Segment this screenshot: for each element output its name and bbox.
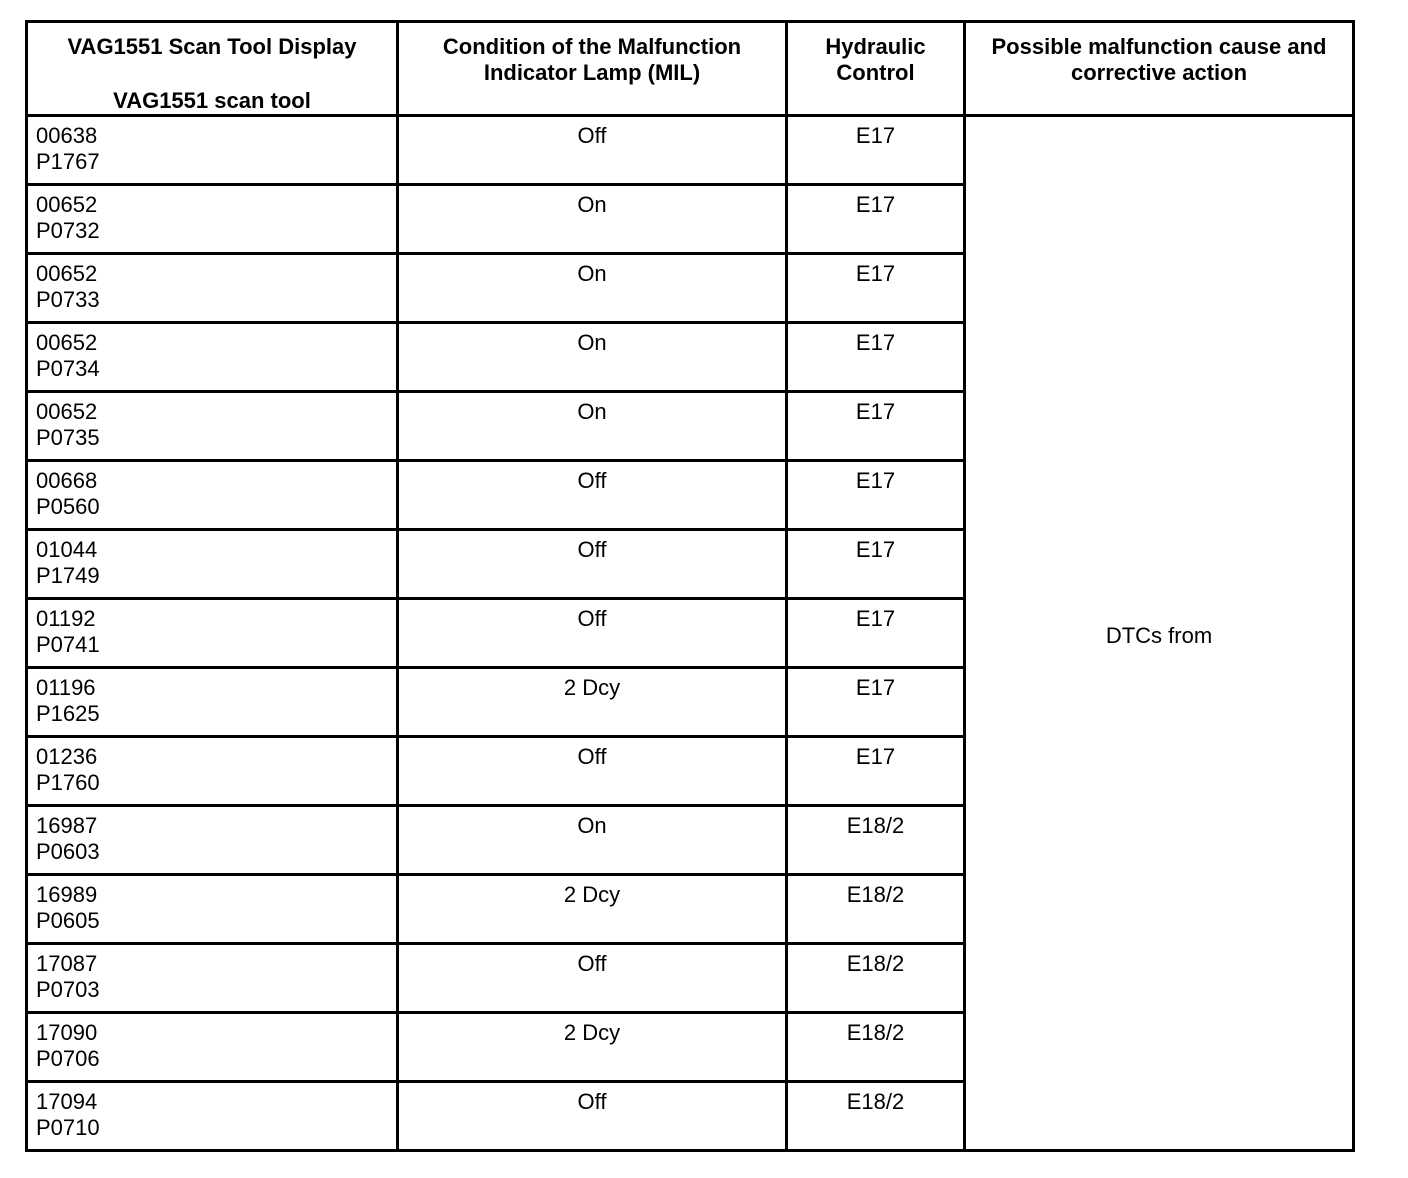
dtc-code-cell: [27, 944, 398, 1013]
header-mil-line1: Condition of the Malfunction: [442, 34, 742, 59]
obd-code: P0706: [36, 1046, 100, 1071]
hydraulic-control-cell: E18/2: [787, 1082, 965, 1151]
mil-condition-cell: Off: [398, 1082, 787, 1151]
header-row: [27, 22, 1354, 116]
vag-code: 00652: [36, 192, 98, 217]
mil-condition-cell: On: [398, 392, 787, 461]
header-scan-tool-display: [27, 22, 398, 116]
dtc-code-cell: [27, 461, 398, 530]
dtc-code-cell: [27, 116, 398, 185]
header-mil-condition: [398, 22, 787, 116]
hydraulic-control-cell: E17: [787, 737, 965, 806]
header-cause-line1: Possible malfunction cause and: [991, 34, 1327, 59]
obd-code: P1760: [36, 770, 100, 795]
obd-code: P0603: [36, 839, 100, 864]
header-malfunction-cause: [965, 22, 1354, 116]
mil-condition-cell: Off: [398, 737, 787, 806]
table-row: [27, 116, 1354, 185]
mil-condition-cell: Off: [398, 461, 787, 530]
dtc-table: [25, 20, 1355, 1152]
vag-code: 01044: [36, 537, 98, 562]
vag-code: 17094: [36, 1089, 98, 1114]
vag-code: 01196: [36, 675, 96, 700]
vag-code: 01192: [36, 606, 96, 631]
obd-code: P0735: [36, 425, 100, 450]
hydraulic-control-cell: E18/2: [787, 944, 965, 1013]
dtc-code-cell: [27, 254, 398, 323]
dtc-code-cell: [27, 875, 398, 944]
header-gap: [28, 60, 396, 88]
header-hydraulic-line1: Hydraulic: [825, 34, 926, 59]
table-header: [27, 22, 1354, 116]
mil-condition-cell: 2 Dcy: [398, 875, 787, 944]
header-cause-line2: corrective action: [1070, 60, 1248, 85]
dtc-code-cell: [27, 806, 398, 875]
malfunction-cause-cell: DTCs from: [965, 116, 1354, 1151]
vag-code: 01236: [36, 744, 98, 769]
obd-code: P0732: [36, 218, 100, 243]
obd-code: P0560: [36, 494, 100, 519]
hydraulic-control-cell: E18/2: [787, 806, 965, 875]
header-scan-tool-display-title: VAG1551 Scan Tool Display: [67, 34, 357, 59]
mil-condition-cell: Off: [398, 116, 787, 185]
vag-code: 00638: [36, 123, 98, 148]
mil-condition-cell: On: [398, 323, 787, 392]
mil-condition-cell: On: [398, 806, 787, 875]
dtc-code-cell: [27, 668, 398, 737]
hydraulic-control-cell: E17: [787, 323, 965, 392]
mil-condition-cell: On: [398, 185, 787, 254]
dtc-code-cell: [27, 1082, 398, 1151]
mil-condition-cell: Off: [398, 530, 787, 599]
header-scan-tool-subtitle: VAG1551 scan tool: [113, 88, 311, 113]
obd-code: P0734: [36, 356, 100, 381]
obd-code: P1749: [36, 563, 100, 588]
vag-code: 00652: [36, 261, 98, 286]
hydraulic-control-cell: E17: [787, 392, 965, 461]
obd-code: P1767: [36, 149, 100, 174]
obd-code: P0703: [36, 977, 100, 1002]
mil-condition-cell: On: [398, 254, 787, 323]
hydraulic-control-cell: E17: [787, 185, 965, 254]
vag-code: 16989: [36, 882, 98, 907]
obd-code: P0741: [36, 632, 100, 657]
vag-code: 16987: [36, 813, 98, 838]
hydraulic-control-cell: E18/2: [787, 875, 965, 944]
dtc-code-cell: [27, 530, 398, 599]
hydraulic-control-cell: E17: [787, 530, 965, 599]
dtc-code-cell: [27, 737, 398, 806]
vag-code: 00652: [36, 399, 98, 424]
hydraulic-control-cell: E17: [787, 461, 965, 530]
vag-code: 00652: [36, 330, 98, 355]
dtc-code-cell: [27, 599, 398, 668]
hydraulic-control-cell: E17: [787, 116, 965, 185]
header-hydraulic-line2: Control: [836, 60, 915, 85]
vag-code: 00668: [36, 468, 98, 493]
mil-condition-cell: 2 Dcy: [398, 668, 787, 737]
header-mil-line2: Indicator Lamp (MIL): [483, 60, 701, 85]
table-body: [27, 116, 1354, 1151]
hydraulic-control-cell: E17: [787, 599, 965, 668]
hydraulic-control-cell: E17: [787, 254, 965, 323]
dtc-code-cell: [27, 392, 398, 461]
dtc-code-cell: [27, 323, 398, 392]
hydraulic-control-cell: E18/2: [787, 1013, 965, 1082]
dtc-code-cell: [27, 185, 398, 254]
obd-code: P0733: [36, 287, 100, 312]
vag-code: 17087: [36, 951, 98, 976]
obd-code: P0605: [36, 908, 100, 933]
dtc-code-cell: [27, 1013, 398, 1082]
obd-code: P1625: [36, 701, 100, 726]
vag-code: 17090: [36, 1020, 98, 1045]
mil-condition-cell: Off: [398, 599, 787, 668]
hydraulic-control-cell: E17: [787, 668, 965, 737]
obd-code: P0710: [36, 1115, 100, 1140]
mil-condition-cell: Off: [398, 944, 787, 1013]
mil-condition-cell: 2 Dcy: [398, 1013, 787, 1082]
header-hydraulic-control: [787, 22, 965, 116]
